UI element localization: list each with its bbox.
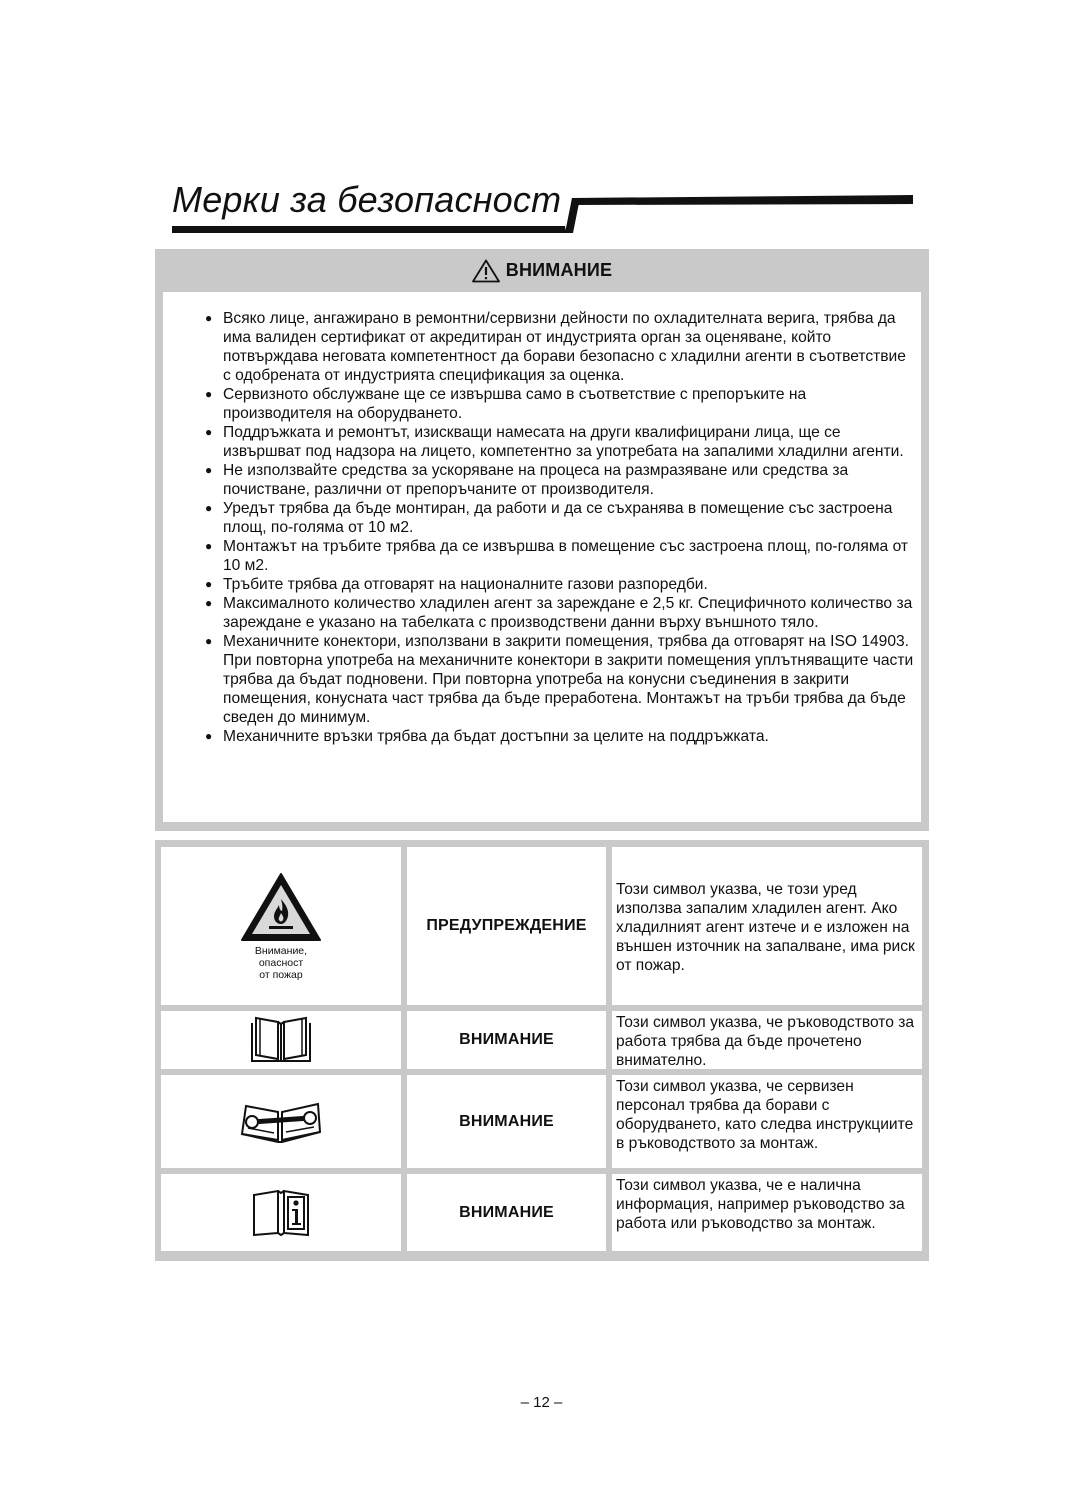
table-row-icon-cell <box>161 847 401 1005</box>
caution-heading: ВНИМАНИЕ <box>505 260 613 280</box>
symbol-description: Този символ указва, че ръководството за работа трябва да бъде прочетено внимателно. <box>612 1011 922 1069</box>
list-item: ● Не използвайте средства за ускоряване на процеса на размразяване или средства за почистване, различни от препоръчаните от производителя. <box>205 461 917 499</box>
caution-box <box>155 249 929 831</box>
caution-content <box>163 292 921 822</box>
list-item: ● Тръбите трябва да отговарят на националните газови разпоредби. <box>205 575 917 594</box>
warning-triangle-icon <box>472 259 500 283</box>
table-row-icon-cell <box>161 1011 401 1069</box>
fire-caption-line: Внимание, <box>254 945 308 957</box>
fire-caption-line: от пожар <box>259 969 303 981</box>
table-row-icon-cell <box>161 1174 401 1251</box>
list-item: ● Максималното количество хладилен агент за зареждане е 2,5 кг. Специфичното количество за зареждане е указано на табелката с производствени данни върху външното тяло. <box>205 594 917 632</box>
symbol-label: ВНИМАНИЕ <box>407 1011 606 1069</box>
info-manual-icon <box>250 1189 312 1237</box>
title-underline-rule <box>0 0 1083 260</box>
symbol-description: Този символ указва, че този уред използва запалим хладилен агент. Ако хладилният агент изтече и е изложен на външен източник на запалване, има риск от пожар. <box>612 847 922 1005</box>
list-item: ● Сервизното обслужване ще се извършва само в съответствие с препоръките на производителя на оборудването. <box>205 385 917 423</box>
symbol-description: Този символ указва, че сервизен персонал трябва да борави с оборудването, като следва инструкциите в ръководството за монтаж. <box>612 1075 922 1168</box>
fire-caption <box>255 945 307 981</box>
service-manual-icon <box>238 1098 324 1146</box>
page-number: – 12 – <box>520 1394 563 1411</box>
symbol-label: ВНИМАНИЕ <box>407 1075 606 1168</box>
list-item: ● Механичните връзки трябва да бъдат достъпни за целите на поддръжката. <box>205 727 917 746</box>
list-item: ● Монтажът на тръбите трябва да се извършва в помещение със застроена площ, по-голяма от 10 м2. <box>205 537 917 575</box>
page-title: Мерки за безопасност <box>172 179 562 220</box>
symbol-description: Този символ указва, че е налична информация, например ръководство за работа или ръководство за монтаж. <box>612 1174 922 1251</box>
symbols-table <box>155 840 929 1261</box>
list-item: ● Уредът трябва да бъде монтиран, да работи и да се съхранява в помещение със застроена площ, по-голяма от 10 м2. <box>205 499 917 537</box>
symbol-label: ПРЕДУПРЕЖДЕНИЕ <box>407 847 606 1005</box>
caution-bullet-list <box>205 309 917 746</box>
flammable-warning-icon <box>239 871 323 943</box>
operation-manual-icon <box>248 1015 314 1065</box>
fire-caption-line: опасност <box>258 957 304 969</box>
list-item: ● Всяко лице, ангажирано в ремонтни/сервизни дейности по охладителната верига, трябва да има валиден сертификат от акредитиран от индустрията орган за оценяване, който потвърждава неговата компетентност да борави безопасно с хладилни агенти в съответствие с одобрената от индустрията спецификация за оценка. <box>205 309 917 385</box>
caution-header <box>155 249 929 292</box>
table-row-icon-cell <box>161 1075 401 1168</box>
list-item: ● Механичните конектори, използвани в закрити помещения, трябва да отговарят на ISO 14903. При повторна употреба на механичните конектори в закрити помещения уплътняващите части трябва да бъдат подновени. При повторна употреба на конусни съединения в закрити помещения, конусната част трябва да бъде преработена. Монтажът на тръби трябва да бъде сведен до минимум. <box>205 632 917 727</box>
list-item: ● Поддръжката и ремонтът, изискващи намесата на други квалифицирани лица, ще се извършват под надзора на лицето, компетентно за употребата на запалими хладилни агенти. <box>205 423 917 461</box>
symbol-label: ВНИМАНИЕ <box>407 1174 606 1251</box>
